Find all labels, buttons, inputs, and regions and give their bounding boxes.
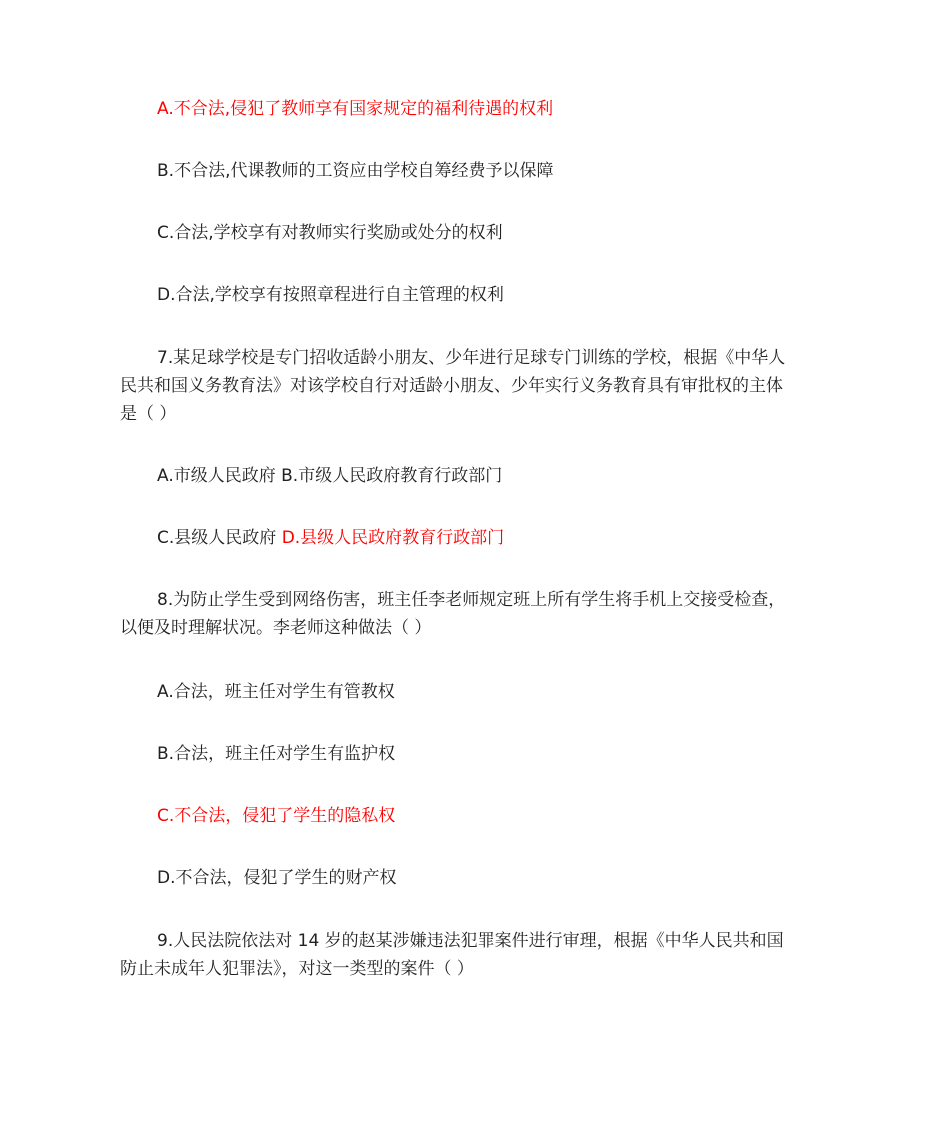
q9-stem-line-1: 9.人民法院依法对 14 岁的赵某涉嫌违法犯罪案件进行审理，根据《中华人民共和国 [157,931,784,951]
q7-stem-line-3: 是（ ） [120,404,177,424]
q7-option-d-answer: D.县级人民政府教育行政部门 [281,528,505,548]
q8-option-d: D.不合法，侵犯了学生的财产权 [157,868,397,888]
q7-stem-line-1: 7.某足球学校是专门招收适龄小朋友、少年进行足球专门训练的学校，根据《中华人 [157,348,786,368]
q8-stem-line-1: 8.为防止学生受到网络伤害，班主任李老师规定班上所有学生将手机上交接受检查， [157,590,786,610]
q8-stem-line-2: 以便及时理解状况。李老师这种做法（ ） [120,618,432,638]
q7-options-a-b: A.市级人民政府 B.市级人民政府教育行政部门 [157,466,503,486]
q7-stem-line-2: 民共和国义务教育法》对该学校自行对适龄小朋友、少年实行义务教育具有审批权的主体 [120,376,783,396]
q7-options-c-d [157,524,504,552]
q8-option-c-answer: C.不合法，侵犯了学生的隐私权 [157,806,396,826]
q8-option-a: A.合法，班主任对学生有管教权 [157,682,395,702]
q7-option-c: C.县级人民政府 [157,528,282,548]
q6-option-b: B.不合法,代课教师的工资应由学校自筹经费予以保障 [157,161,554,181]
q9-stem-line-2: 防止未成年人犯罪法》，对这一类型的案件（ ） [120,959,474,979]
q8-option-b: B.合法，班主任对学生有监护权 [157,744,396,764]
q6-option-a-answer: A.不合法,侵犯了教师享有国家规定的福利待遇的权利 [157,99,554,119]
q6-option-c: C.合法,学校享有对教师实行奖励或处分的权利 [157,223,503,243]
q6-option-d: D.合法,学校享有按照章程进行自主管理的权利 [157,285,504,305]
